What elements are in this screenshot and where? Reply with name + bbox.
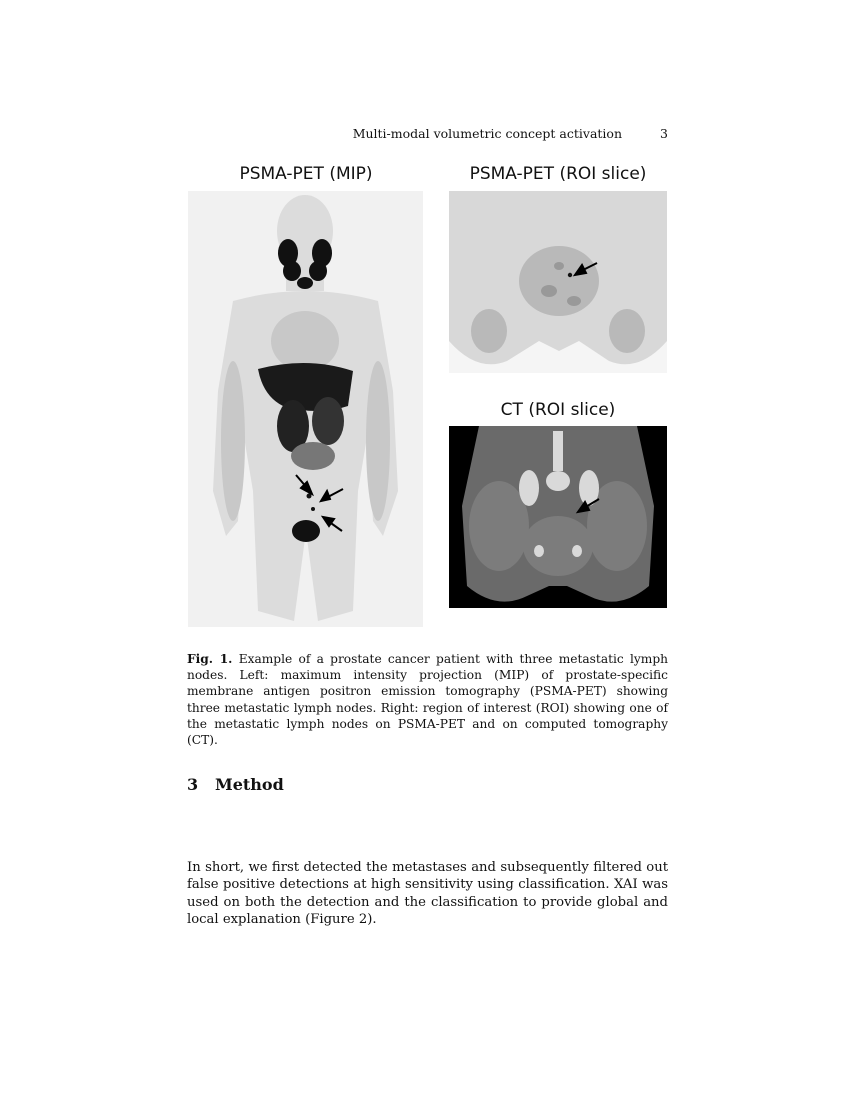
figure-caption	[187, 651, 668, 748]
section-heading	[187, 775, 284, 794]
running-header	[187, 126, 668, 144]
body-paragraph: In short, we first detected the metastases and subsequently filtered out false positive detections at high sensitivity using classification. XAI was used on both the detection and the classification to provide global and local explanation (Figure 2).	[187, 860, 668, 928]
caption-label: Fig. 1.	[187, 652, 233, 666]
caption-text: Example of a prostate cancer patient with three metastatic lymph nodes. Left: maximum intensity projection (MIP) of prostate-specific membrane antigen positron emission tomography (PSMA-PET) showing three metastatic lymph nodes. Right: region of interest (ROI) showing one of the metastatic lymph nodes on PSMA-PET and on computed tomography (CT).	[187, 652, 668, 748]
page-number: 3	[660, 126, 668, 141]
ct-roi-panel-title: CT (ROI slice)	[500, 400, 616, 420]
section-number: 3	[187, 775, 199, 794]
mip-image	[188, 191, 423, 627]
mip-panel-title: PSMA-PET (MIP)	[239, 164, 373, 184]
running-title: Multi-modal volumetric concept activation	[352, 126, 622, 141]
pet-roi-image	[449, 191, 667, 373]
section-title: Method	[215, 775, 284, 794]
ct-roi-image	[449, 426, 667, 608]
pet-roi-panel-title: PSMA-PET (ROI slice)	[469, 164, 647, 184]
